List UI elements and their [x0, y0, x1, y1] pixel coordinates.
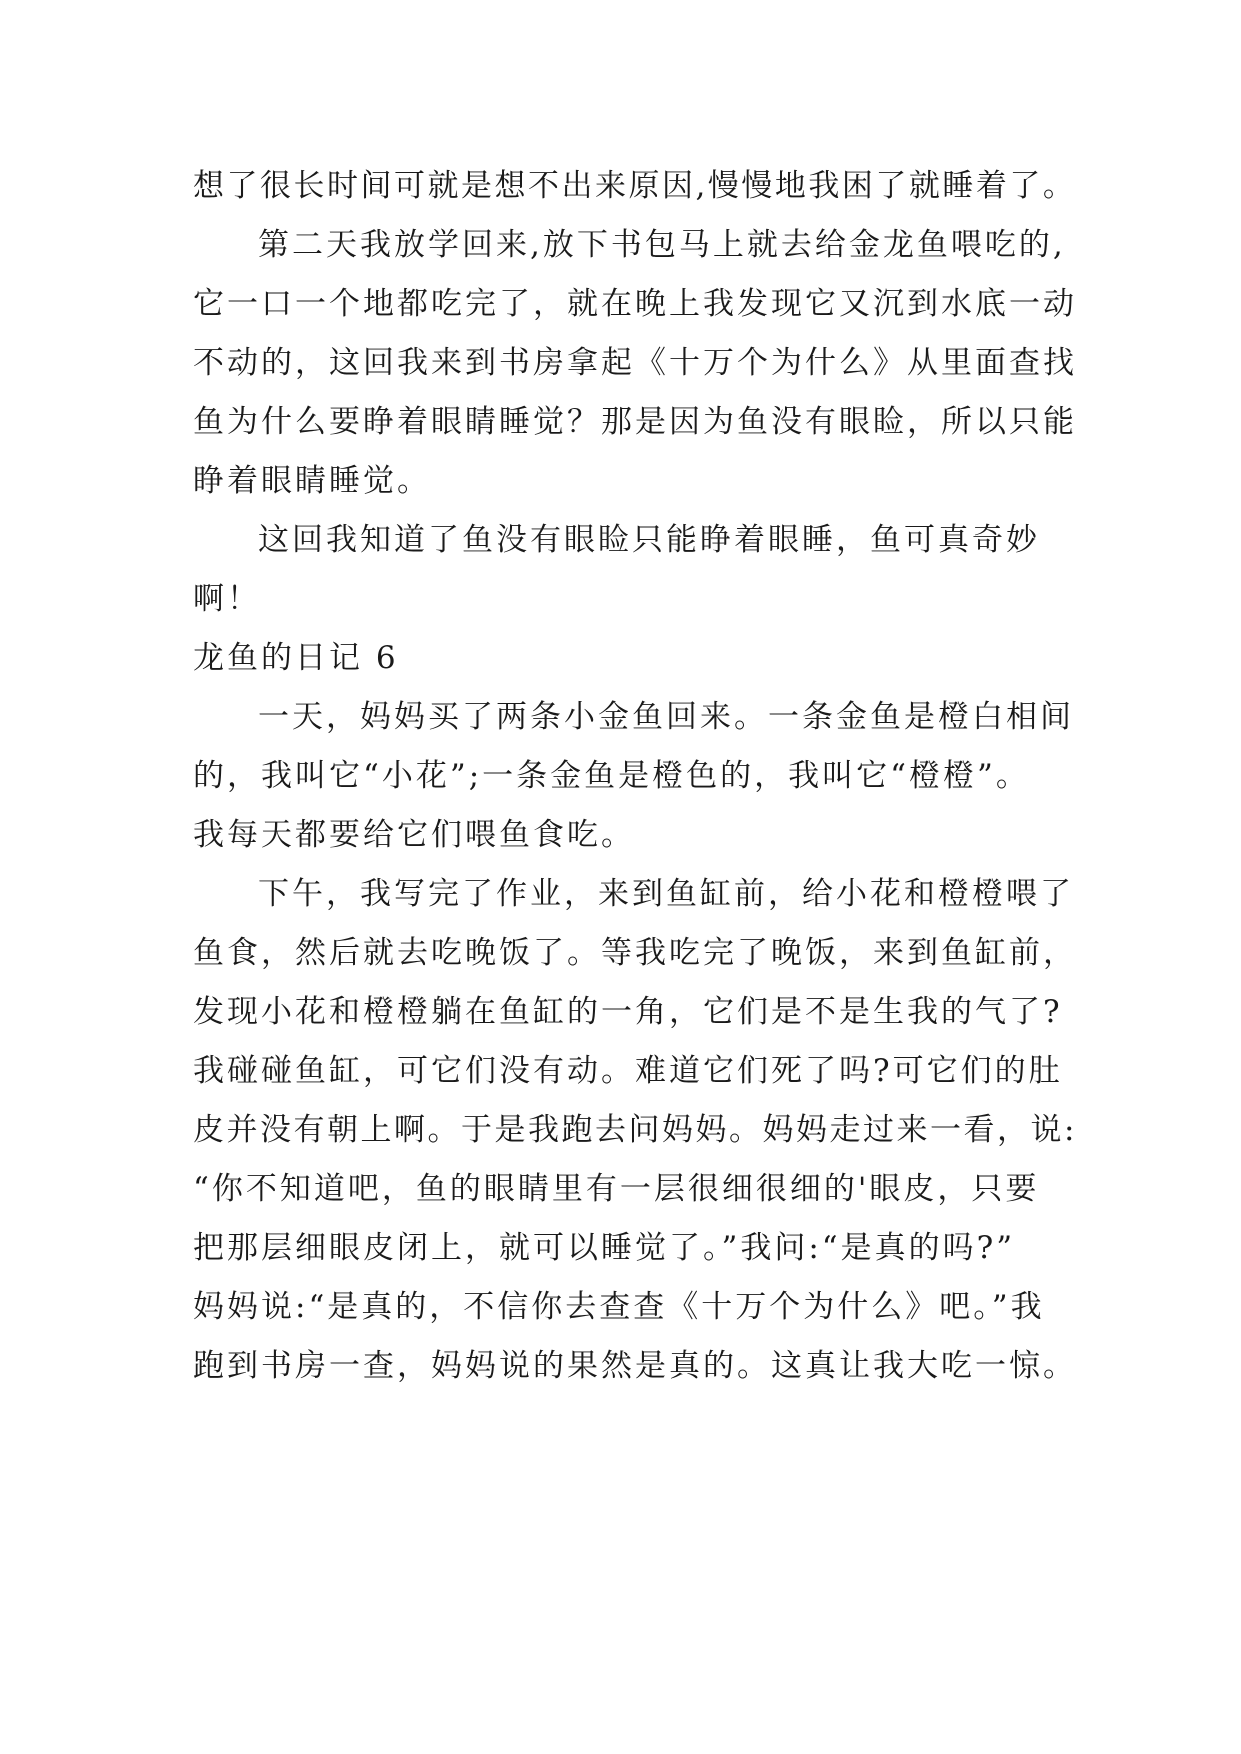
text-line: 把那层细眼皮闭上，就可以睡觉了。”我问:“是真的吗?”	[193, 1230, 1016, 1266]
text-line: 发现小花和橙橙躺在鱼缸的一角，它们是不是生我的气了?	[193, 994, 1063, 1030]
text-line: 跑到书房一查，妈妈说的果然是真的。这真让我大吃一惊。	[193, 1348, 1077, 1384]
text-line: 鱼为什么要睁着眼睛睡觉？那是因为鱼没有眼睑，所以只能	[193, 404, 1077, 440]
text-line: 我碰碰鱼缸，可它们没有动。难道它们死了吗?可它们的肚	[193, 1053, 1063, 1089]
text-line: 皮并没有朝上啊。于是我跑去问妈妈。妈妈走过来一看，说:	[193, 1112, 1077, 1148]
section-heading: 龙鱼的日记 6	[193, 640, 399, 676]
text-line: 我每天都要给它们喂鱼食吃。	[193, 817, 635, 853]
text-line: 睁着眼睛睡觉。	[193, 463, 431, 499]
text-line: 它一口一个地都吃完了，就在晚上我发现它又沉到水底一动	[193, 286, 1077, 322]
text-line: 想了很长时间可就是想不出来原因,慢慢地我困了就睡着了。	[193, 168, 1077, 204]
text-line: 不动的，这回我来到书房拿起《十万个为什么》从里面查找	[193, 345, 1077, 381]
text-line: 鱼食，然后就去吃晚饭了。等我吃完了晚饭，来到鱼缸前，	[193, 935, 1077, 971]
paragraph-line: 第二天我放学回来,放下书包马上就去给金龙鱼喂吃的,	[258, 227, 1066, 263]
text-line: 妈妈说:“是真的，不信你去查查《十万个为什么》吧。”我	[193, 1289, 1045, 1325]
text-line: 啊！	[193, 581, 261, 617]
text-line: “你不知道吧，鱼的眼睛里有一层很细很细的'眼皮，只要	[193, 1171, 1040, 1207]
text-line: 的，我叫它“小花”;一条金鱼是橙色的，我叫它“橙橙”。	[193, 758, 1030, 794]
paragraph-line: 下午，我写完了作业，来到鱼缸前，给小花和橙橙喂了	[258, 876, 1074, 912]
paragraph-line: 一天，妈妈买了两条小金鱼回来。一条金鱼是橙白相间	[258, 699, 1074, 735]
paragraph-line: 这回我知道了鱼没有眼睑只能睁着眼睡，鱼可真奇妙	[258, 522, 1040, 558]
